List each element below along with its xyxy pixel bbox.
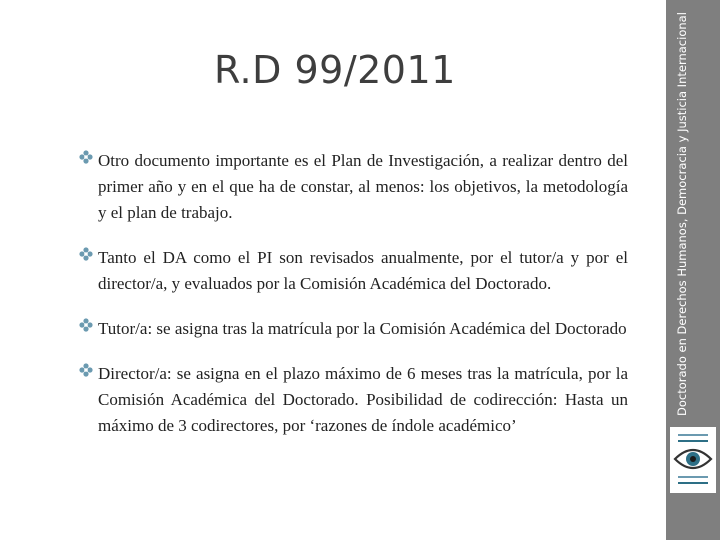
list-item bbox=[78, 361, 628, 439]
diamond-bullet-icon bbox=[78, 317, 94, 333]
eye-logo-icon bbox=[670, 427, 716, 493]
bullet-text: Director/a: se asigna en el plazo máximo de 6 meses tras la matrícula, por la Comisión Académica del Doctorado. Posibilidad de codirección: Hasta un máximo de 3 codirectores, por ‘razones de índole académico’ bbox=[98, 364, 628, 435]
list-item bbox=[78, 148, 628, 226]
bullet-list bbox=[78, 148, 628, 458]
diamond-bullet-icon bbox=[78, 362, 94, 378]
bullet-text: Tanto el DA como el PI son revisados anualmente, por el tutor/a y por el director/a, y evaluados por la Comisión Académica del Doctorado. bbox=[98, 248, 628, 293]
slide-title: R.D 99/2011 bbox=[214, 48, 456, 92]
program-name: Doctorado en Derechos Humanos, Democracia y Justicia Internacional bbox=[675, 12, 689, 416]
bullet-text: Otro documento importante es el Plan de Investigación, a realizar dentro del primer año y en el que ha de constar, al menos: los objetivos, la metodología y el plan de trabajo. bbox=[98, 151, 628, 222]
list-item bbox=[78, 316, 628, 342]
program-logo bbox=[670, 427, 716, 493]
diamond-bullet-icon bbox=[78, 149, 94, 165]
diamond-bullet-icon bbox=[78, 246, 94, 262]
list-item bbox=[78, 245, 628, 297]
bullet-text: Tutor/a: se asigna tras la matrícula por la Comisión Académica del Doctorado bbox=[98, 319, 627, 338]
sidebar bbox=[666, 0, 720, 540]
